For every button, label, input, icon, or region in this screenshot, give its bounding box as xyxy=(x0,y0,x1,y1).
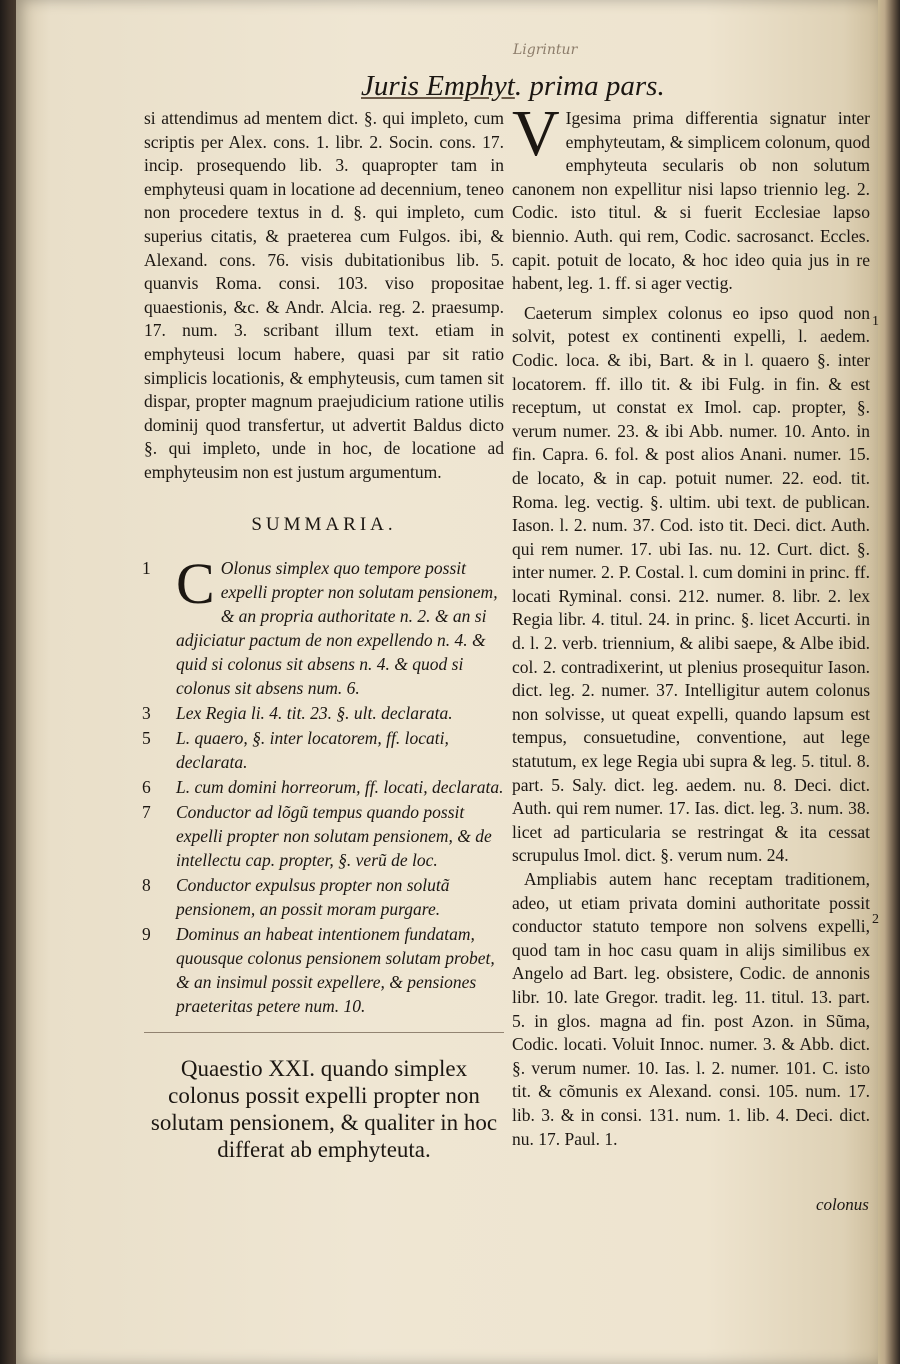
summary-item-text: Olonus simplex quo tempore possit expelli propter non solutam pensionem, & an propria authoritate n. 2. & an si adjiciatur pactum de non expellendo n. 4. & quid si colonus sit absens n. 4. & quod si colonus sit absens num. 6. xyxy=(176,558,498,699)
right-paragraph-1-text: Igesima prima differentia signatur inter emphyteutam, & simplicem colonum, quod emphyteuta secularis ob non solutum canonem non expellitur nisi lapso triennio leg. 2. Codic. isto titul. & si fuerit Ecclesiae lapso biennio. Auth. qui rem, Codic. sacrosanct. Eccles. capit. potuit de locato, & hoc ideo quia jus in re habent, leg. 1. ff. si ager vectig. xyxy=(512,108,870,294)
question-heading: Quaestio XXI. quando simplex colonus possit expelli propter non solutam pensionem, & qualiter in hoc differat ab emphyteuta. xyxy=(150,1056,498,1163)
catchword: colonus xyxy=(816,1195,869,1214)
summary-item-number: 9 xyxy=(142,924,151,945)
summary-dropcap: C xyxy=(176,551,215,617)
summary-item xyxy=(144,922,504,1018)
summary-item xyxy=(144,800,504,872)
summary-item-number: 7 xyxy=(142,802,151,823)
summary-item xyxy=(144,701,504,725)
summary-list xyxy=(142,551,504,1018)
summary-item xyxy=(144,726,504,774)
summary-item-number: 5 xyxy=(142,728,151,749)
summary-item-text: Conductor ad lõgũ tempus quando possit expelli propter non solutam pensionem, & de intellectu cap. propter, §. verũ de loc. xyxy=(176,802,492,871)
summary-item-text: Conductor expulsus propter non solutã pensionem, an possit moram purgare. xyxy=(176,875,450,920)
summary-item-number: 1 xyxy=(142,558,151,579)
summary-item-text: L. cum domini horreorum, ff. locati, declarata. xyxy=(176,777,504,798)
left-intro-paragraph: si attendimus ad mentem dict. §. qui impleto, cum scriptis per Alex. cons. 1. libr. 2. Socin. cons. 17. incip. prosequendo lib. 3. quapropter tam in emphyteusi quam in locatione ad decennium, teneo non procedere textus in d. §. qui impleto, cum superius citatis, & praeterea cum Fulgos. ibi, & Alexand. cons. 76. visis dubitationibus lib. 5. quanvis Roma. consi. 103. viso propositae quaestionis, &c. & Andr. Alcia. reg. 2. praesump. 17. num. 3. scribant illum text. etiam in emphyteusi locum habere, quasi par sit ratio simplicis locationis, & emphyteusis, cum tamen sit dispar, propter magnum praejudicium ratione utilis dominij quod transfertur, ut advertit Baldus dicto §. qui impleto, unde in hoc, de locatione ad emphyteusim non est justum argumentum. xyxy=(144,108,504,482)
handwritten-margin-note: Ligrintur xyxy=(513,42,578,58)
book-page xyxy=(16,0,878,1364)
margin-number: 2 xyxy=(872,912,879,927)
left-column xyxy=(144,107,504,1163)
right-paragraph-1 xyxy=(512,97,870,296)
right-column xyxy=(512,97,870,1151)
summary-item-text: L. quaero, §. inter locatorem, ff. locati, declarata. xyxy=(176,728,449,773)
summary-item-number: 3 xyxy=(142,703,151,724)
summary-title: SUMMARIA. xyxy=(251,513,397,535)
section-divider xyxy=(144,1032,504,1033)
right-paragraph-3: Ampliabis autem hanc receptam traditionem, adeo, ut etiam privata domini authoritate possit conductor statuto tempore non solvens expelli, quod tam in hoc casu quam in alijs similibus ex Angelo ad Bart. leg. obsistere, Codic. de annonis libr. 10. late Gregor. tradit. leg. 11. titul. 13. part. 5. in glos. magna ad fin. post Azon. in Sũma, Codic. locati. Voluit Innoc. numer. 3. & Abb. dict. §. verum numer. 10. Ias. l. 2. numer. 101. C. isto tit. & cõmunis ex Alexand. consi. 105. num. 17. lib. 3. & in consi. 131. num. 1. lib. 4. Deci. dict. nu. 17. Paul. 1. xyxy=(512,869,870,1149)
summary-item-text: Dominus an habeat intentionem fundatam, quousque colonus pensionem solutam probet, & an insimul possit expellere, & pensiones praeteritas petere num. 10. xyxy=(176,924,495,1017)
running-head-subtitle: . prima pars. xyxy=(514,70,665,102)
page-stack-edge xyxy=(878,0,900,1364)
right-paragraph-2: Caeterum simplex colonus eo ipso quod non solvit, potest ex continenti expelli, l. aedem. Codic. loca. & ibi, Bart. & in l. quaero §. inter locatorem. ff. illo tit. & ibi Fulg. in fin. & est receptum, ut constat ex Imol. cap. propter, §. verum numer. 23. & ibi Abb. numer. 10. Anto. in fin. Capra. 6. fol. & post alios Anani. numer. 15. de locato, & in cap. potuit numer. 22. eod. tit. Roma. leg. vectig. §. ultim. ubi text. de publican. Iason. l. 2. num. 37. Cod. isto tit. Deci. dict. Auth. qui rem numer. 17. ubi Ias. nu. 12. Curt. dict. §. inter numer. 2. P. Costal. l. cum domini in princ. ff. locati Ryminal. consi. 212. numer. 8. libr. 2. lex Regia libr. 4. titul. 24. in princ. §. licet Accurti. in d. l. 2. verb. triennium, & alibi saepe, & Albe ibid. col. 2. contradixerint, ut plenius prosequitur Iason. dict. leg. 2. numer. 37. Intelligitur autem colonus non solvisse, ut queat expelli, quando lapsum est tempus, consuetudine, conventione, aut lege statutum, ex lege Regia ubi supra & leg. 5. titul. 8. part. 5. Saly. dict. leg. aedem. nu. 8. Deci. dict. Auth. qui rem numer. 17. Ias. dict. leg. 3. num. 38. licet ad particularia se restringat & ita cessat scrupulus Imol. dict. §. verum num. 24. xyxy=(512,302,870,866)
margin-number: 1 xyxy=(872,314,879,329)
summary-item xyxy=(142,551,504,700)
running-head-title: Juris Emphyt xyxy=(361,70,515,102)
right-dropcap: V xyxy=(512,97,560,170)
summary-item-number: 8 xyxy=(142,875,151,896)
summary-item xyxy=(144,873,504,921)
summary-item-number: 6 xyxy=(142,777,151,798)
summary-item xyxy=(144,775,504,799)
summary-item-text: Lex Regia li. 4. tit. 23. §. ult. declarata. xyxy=(176,703,453,724)
